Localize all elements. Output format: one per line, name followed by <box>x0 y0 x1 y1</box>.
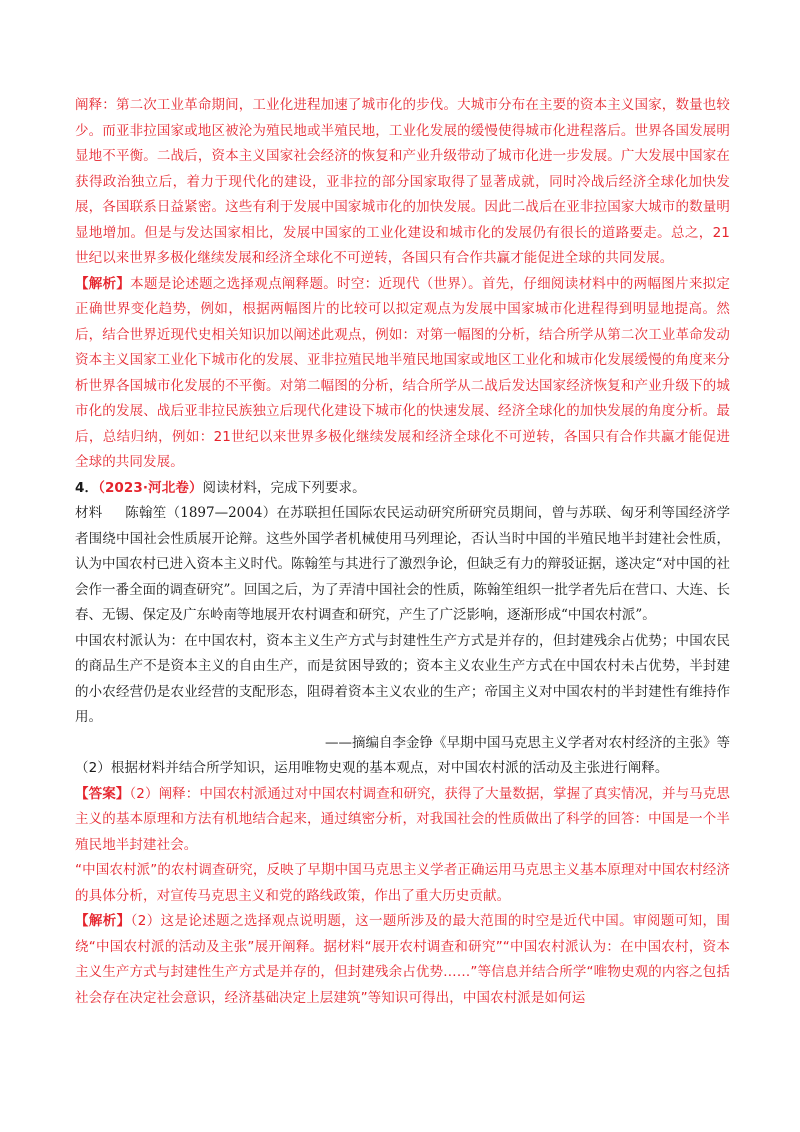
explanation-paragraph: 阐释：第二次工业革命期间，工业化进程加速了城市化的步伐。大城市分布在主要的资本主义国家，数量也较少。而亚非拉国家或地区被沦为殖民地或半殖民地，工业化发展的缓慢使得城市化进程落后。世界各国发展明显地不平衡。二战后，资本主义国家社会经济的恢复和产业升级带动了城市化进一步发展。广大发展中国家在获得政治独立后，着力于现代化的建设，亚非拉的部分国家取得了显著成就，同时冷战后经济全球化加快发展，各国联系日益紧密。这些有利于发展中国家城市化的加快发展。因此二战后在亚非拉国家大城市的数量明显地增加。但是与发达国家相比，发展中国家的工业化建设和城市化的发展仍有很长的道路要走。总之，21世纪以来世界多极化继续发展和经济全球化不可逆转，各国只有合作共赢才能促进全球的共同发展。 <box>75 97 730 266</box>
document-body <box>75 93 730 1011</box>
analysis-paragraph-2 <box>75 909 730 1011</box>
material-text-1: 陈翰笙（1897—2004）在苏联担任国际农民运动研究所研究员期间，曾与苏联、匈牙利等国经济学者围绕中国社会性质展开论辩。这些外国学者机械使用马列理论，否认当时中国的半殖民地半封建社会性质，认为中国农村已进入资本主义时代。陈翰笙与其进行了激烈争论，但缺乏有力的辩驳证据，遂决定“对中国的社会作一番全面的调查研究”。回国之后，为了弄清中国社会的性质，陈翰笙组织一批学者先后在营口、大连、长春、无锡、保定及广东岭南等地展开农村调查和研究，产生了广泛影响，逐渐形成“中国农村派”。 <box>75 505 730 623</box>
analysis-paragraph-1 <box>75 272 730 476</box>
material-label: 材料 <box>75 505 103 521</box>
answer-paragraph-2: “中国农村派”的农村调查研究，反映了早期中国马克思主义学者正确运用马克思主义基本原理对中国农村经济的具体分析，对宣传马克思主义和党的路线政策，作出了重大历史贡献。 <box>75 862 730 904</box>
sub-question: （2）根据材料并结合所学知识，运用唯物史观的基本观点，对中国农村派的活动及主张进行阐释。 <box>75 760 669 776</box>
material-citation: ——摘编自李金铮《早期中国马克思主义学者对农村经济的主张》等 <box>325 734 730 751</box>
answer-tag: 【答案】 <box>75 785 130 802</box>
analysis-tag: 【解析】 <box>75 275 131 292</box>
question-prompt: 阅读材料，完成下列要求。 <box>202 479 366 496</box>
question-number: 4． <box>75 479 99 496</box>
material-paragraph-2: 中国农村派认为：在中国农村，资本主义生产方式与封建性生产方式是并存的，但封建残余占优势；中国农民的商品生产不是资本主义的自由生产，而是贫困导致的；资本主义农业生产方式在中国农村未占优势，半封建的小农经营仍是农业经营的支配形态，阻碍着资本主义农业的生产；帝国主义对中国农村的半封建性有维持作用。 <box>75 632 730 725</box>
question-source: （2023·河北卷） <box>98 479 203 496</box>
analysis-text: 本题是论述题之选择观点阐释题。时空：近现代（世界）。首先，仔细阅读材料中的两幅图片来拟定正确世界变化趋势，例如，根据两幅图片的比较可以拟定观点为发展中国家城市化进程得到明显地提高。然后，结合世界近现代史相关知识加以阐述此观点，例如：对第一幅图的分析，结合所学从第二次工业革命发动资本主义国家工业化下城市化的发展、亚非拉殖民地半殖民地国家或地区工业化和城市化发展缓慢的角度来分析世界各国城市化发展的不平衡。对第二幅图的分析，结合所学从二战后发达国家经济恢复和产业升级下的城市化的发展、战后亚非拉民族独立后现代化建设下城市化的快速发展、经济全球化的加快发展的角度分析。最后，总结归纳，例如：21世纪以来世界多极化继续发展和经济全球化不可逆转，各国只有合作共赢才能促进全球的共同发展。 <box>75 275 730 470</box>
question-heading <box>75 476 730 502</box>
analysis-tag-2: 【解析】 <box>75 913 131 929</box>
analysis-text-2: （2）这是论述题之选择观点说明题，这一题所涉及的最大范围的时空是近代中国。审阅题可知，围绕“中国农村派的活动及主张”展开阐释。据材料“展开农村调查和研究”“中国农村派认为：在中国农村，资本主义生产方式与封建性生产方式是并存的，但封建残余占优势……”等信息并结合所学“唯物史观的内容之包括社会存在决定社会意识，经济基础决定上层建筑”等知识可得出，中国农村派是如何运 <box>75 913 730 1006</box>
answer-paragraph-1 <box>75 782 730 859</box>
material-paragraph-1 <box>75 501 730 629</box>
answer-text-1: （2）阐释：中国农村派通过对中国农村调查和研究，获得了大量数据，掌握了真实情况，并与马克思主义的基本原理和方法有机地结合起来，通过缜密分析，对我国社会的性质做出了科学的回答：中国是一个半殖民地半封建社会。 <box>75 785 730 853</box>
